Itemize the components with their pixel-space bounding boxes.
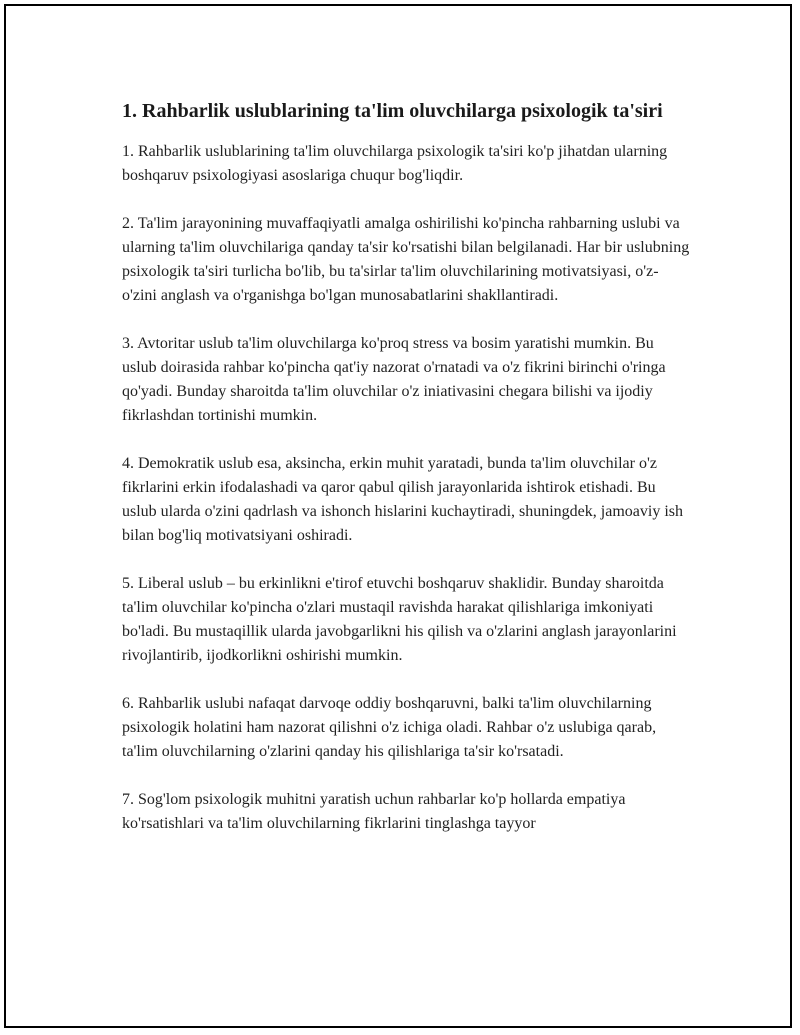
paragraph-2: 2. Ta'lim jarayonining muvaffaqiyatli amalga oshirilishi ko'pincha rahbarning uslubi va ularning ta'lim oluvchilariga qanday ta'sir ko'rsatishi bilan belgilanadi. Har bir uslubning psixologik ta'siri turlicha bo'lib, bu ta'sirlar ta'lim oluvchilarining motivatsiyasi, o'z-o'zini anglash va o'rganishga bo'lgan munosabatlarini shakllantiradi. [122, 215, 690, 304]
paragraph-1: 1. Rahbarlik uslublarining ta'lim oluvchilarga psixologik ta'siri ko'p jihatdan ularning boshqaruv psixologiyasi asoslariga chuqur bog'liqdir. [122, 143, 668, 184]
paragraph-7: 7. Sog'lom psixologik muhitni yaratish uchun rahbarlar ko'p hollarda empatiya ko'rsatishlari va ta'lim oluvchilarning fikrlarini tinglashga tayyor [122, 791, 626, 832]
paragraph-3: 3. Avtoritar uslub ta'lim oluvchilarga ko'proq stress va bosim yaratishi mumkin. Bu uslub doirasida rahbar ko'pincha qat'iy nazorat o'rnatadi va o'z fikrini birinchi o'ringa qo'yadi. Bunday sharoitda ta'lim oluvchilar o'z iniativasini chegara bilishi va ijodiy fikrlashdan tortinishi mumkin. [122, 335, 666, 424]
paragraph-4: 4. Demokratik uslub esa, aksincha, erkin muhit yaratadi, bunda ta'lim oluvchilar o'z fikrlarini erkin ifodalashadi va qaror qabul qilish jarayonlarida ishtirok etishadi. Bu uslub ularda o'zini qadrlash va ishonch hislarini kuchaytiradi, shuningdek, jamoaviy ish bilan bog'liq motivatsiyani oshiradi. [122, 455, 683, 544]
document-content [122, 98, 692, 860]
paragraph-6: 6. Rahbarlik uslubi nafaqat darvoqe oddiy boshqaruvni, balki ta'lim oluvchilarning psixologik holatini ham nazorat qilishni o'z ichiga oladi. Rahbar o'z uslubiga qarab, ta'lim oluvchilarning o'zlarini qanday his qilishlariga ta'sir ko'rsatadi. [122, 695, 657, 760]
paragraph-5: 5. Liberal uslub – bu erkinlikni e'tirof etuvchi boshqaruv shaklidir. Bunday sharoitda ta'lim oluvchilar ko'pincha o'zlari mustaqil ravishda harakat qilishlariga imkoniyati bo'ladi. Bu mustaqillik ularda javobgarlikni his qilish va o'zlarini anglash jarayonlarini rivojlantirib, ijodkorlikni oshirishi mumkin. [122, 575, 677, 664]
document-title: 1. Rahbarlik uslublarining ta'lim oluvchilarga psixologik ta'siri [122, 100, 663, 122]
page-frame [4, 4, 792, 1028]
